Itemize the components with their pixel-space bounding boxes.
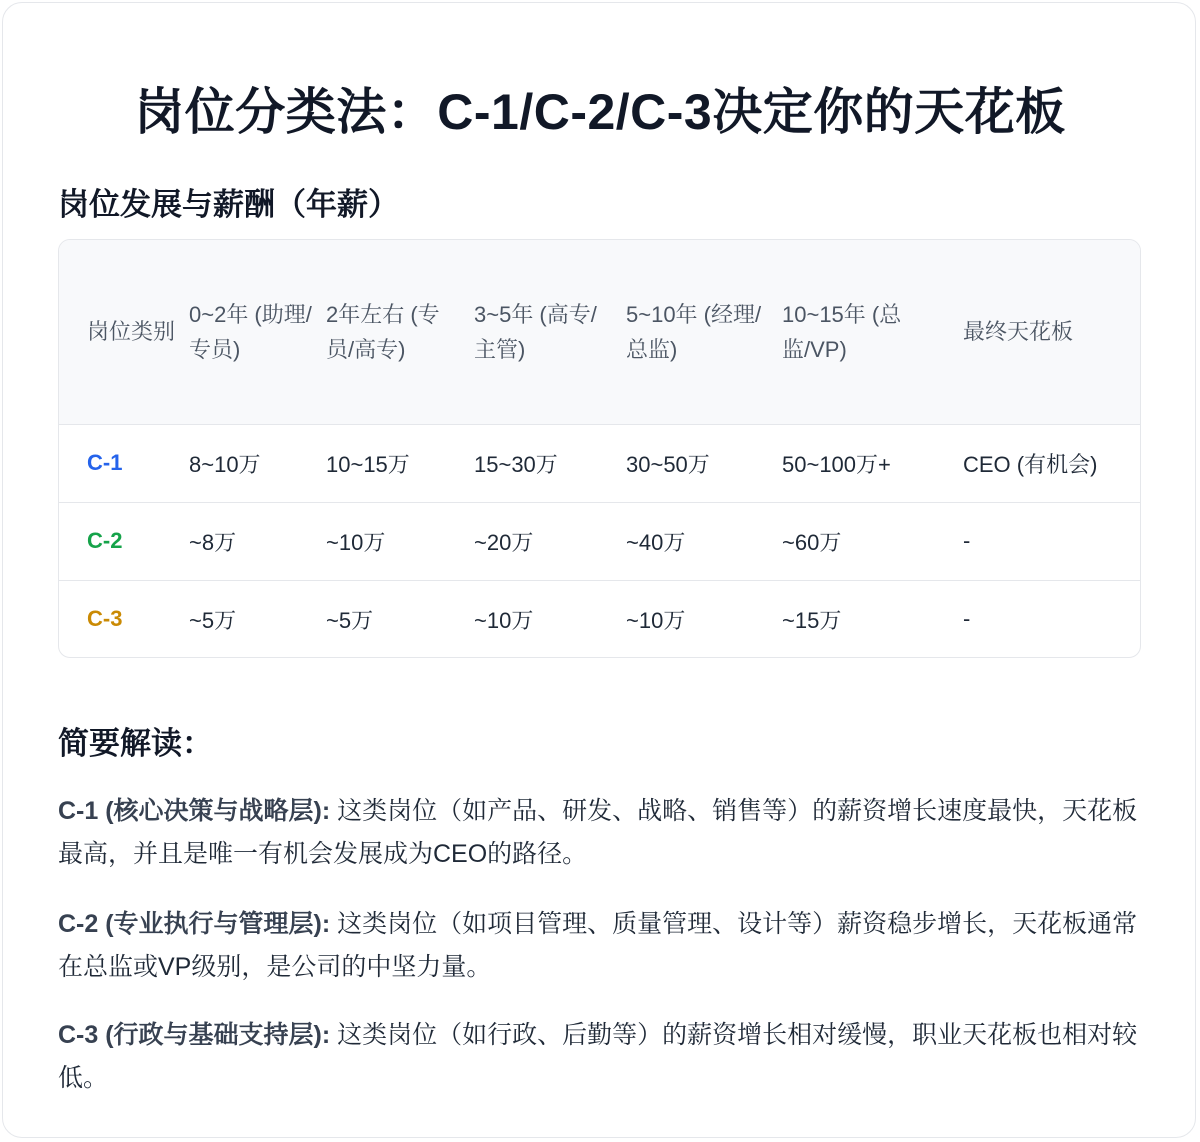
table-cell: ~5万 <box>326 607 374 633</box>
page-title: 岗位分类法：C-1/C-2/C-3决定你的天花板 <box>134 84 1066 140</box>
interpretation-c1-label: C-1 (核心决策与战略层): <box>58 797 331 825</box>
table-cell: ~5万 <box>189 607 237 633</box>
header-category: 岗位类别 <box>59 240 189 424</box>
table-row <box>59 502 1140 580</box>
interpretation-c3 <box>58 1014 1143 1100</box>
interpretation-c2-label: C-2 (专业执行与管理层): <box>58 910 331 938</box>
table-cell: ~60万 <box>782 502 963 580</box>
interpretation-c2-text: 这类岗位（如项目管理、质量管理、设计等）薪资稳步增长，天花板通常在总监或VP级别，是公司的中坚力量。 <box>58 910 1138 981</box>
header-2-years: 2年左右 (专员/高专) <box>326 240 474 424</box>
table-cell: - <box>963 606 971 632</box>
interpretation-c3-label: C-3 (行政与基础支持层): <box>58 1021 331 1049</box>
header-0-2-years: 0~2年 (助理/专员) <box>189 240 326 424</box>
table-cell: ~10万 <box>326 502 474 580</box>
table-cell: CEO (有机会) <box>963 424 1140 502</box>
table-cell: 8~10万 <box>189 424 326 502</box>
table-cell: 10~15万 <box>326 424 474 502</box>
salary-table <box>59 240 1140 658</box>
category-c3: C-3 <box>87 606 123 632</box>
table-cell: 15~30万 <box>474 424 626 502</box>
header-3-5-years: 3~5年 (高专/主管) <box>474 240 626 424</box>
header-5-10-years: 5~10年 (经理/总监) <box>626 240 782 424</box>
table-cell: 30~50万 <box>626 424 782 502</box>
table-row <box>59 424 1140 502</box>
interpretation-c3-text: 这类岗位（如行政、后勤等）的薪资增长相对缓慢，职业天花板也相对较低。 <box>58 1021 1138 1092</box>
category-c1: C-1 <box>59 424 189 502</box>
header-ceiling: 最终天花板 <box>963 240 1140 424</box>
section-title: 岗位发展与薪酬（年薪） <box>58 187 399 222</box>
interpretation-c1-text: 这类岗位（如产品、研发、战略、销售等）的薪资增长速度最快，天花板最高，并且是唯一有机会发展成为CEO的路径。 <box>58 797 1138 868</box>
table-cell: ~20万 <box>474 502 626 580</box>
table-cell: - <box>963 502 1140 580</box>
table-cell: ~10万 <box>474 607 534 633</box>
salary-table-container <box>58 239 1141 658</box>
table-cell: 50~100万+ <box>782 424 963 502</box>
table-header-row <box>59 240 1140 424</box>
interpretation-c2 <box>58 903 1143 989</box>
table-cell: ~10万 <box>626 607 686 633</box>
interpretation-c1 <box>58 790 1143 876</box>
category-c2: C-2 <box>59 502 189 580</box>
table-cell: ~8万 <box>189 502 326 580</box>
table-cell: ~40万 <box>626 502 782 580</box>
header-10-15-years: 10~15年 (总监/VP) <box>782 240 963 424</box>
interpretation-title: 简要解读： <box>58 726 213 761</box>
table-row <box>59 580 1140 658</box>
table-cell: ~15万 <box>782 607 842 633</box>
